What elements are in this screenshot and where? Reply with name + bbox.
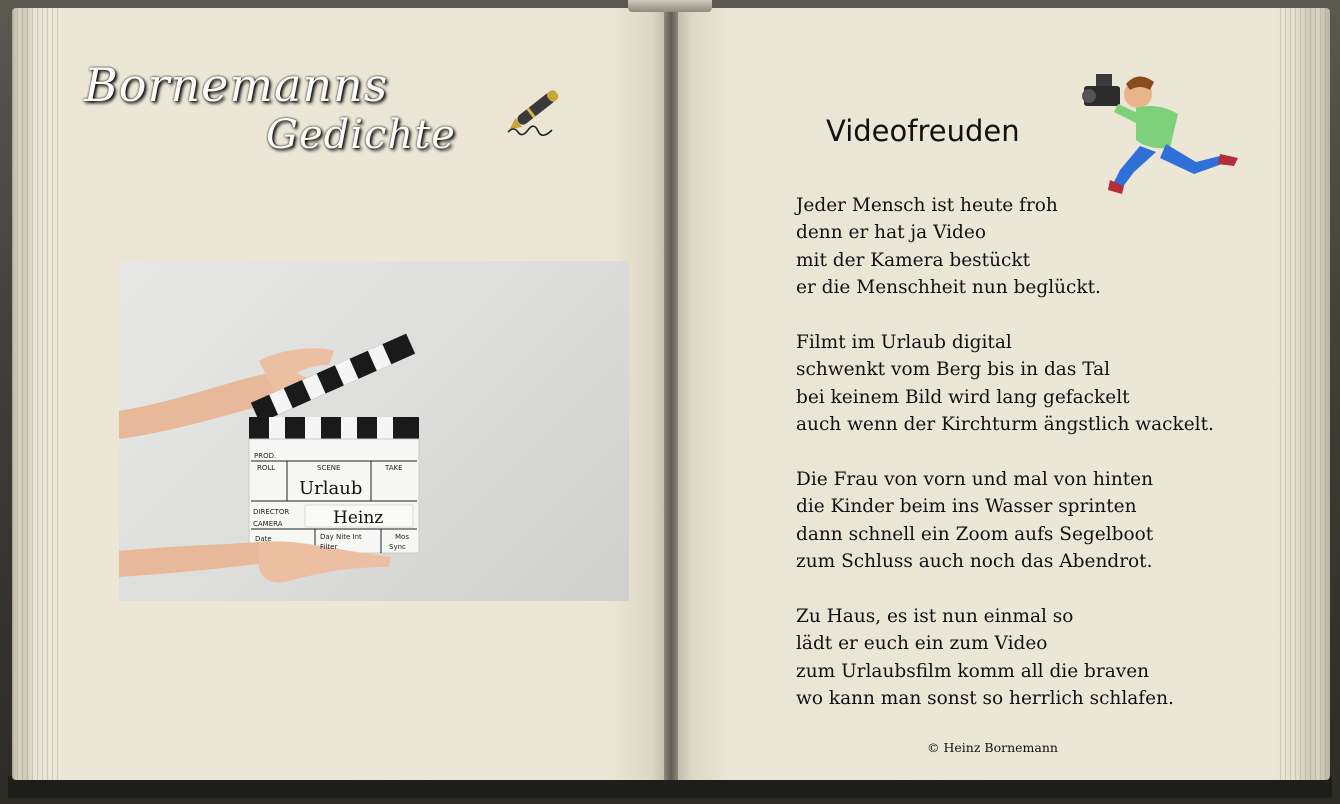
slate-label-mos: Mos xyxy=(395,533,409,541)
book-spine xyxy=(664,8,678,780)
book-clasp xyxy=(628,0,712,12)
poem-line: bei keinem Bild wird lang gefackelt xyxy=(796,386,1130,408)
slate-label-roll: ROLL xyxy=(257,464,276,472)
poem-line: mit der Kamera bestückt xyxy=(796,249,1031,271)
slate-label-prod: PROD. xyxy=(254,452,277,460)
stanza xyxy=(796,192,1266,302)
slate-label-filter: Filter xyxy=(320,543,338,551)
poem-line: Die Frau von vorn und mal von hinten xyxy=(796,469,1154,491)
stanza xyxy=(796,466,1266,576)
slate-scene-value: Urlaub xyxy=(299,478,363,499)
poem-line: wo kann man sonst so herrlich schlafen. xyxy=(796,688,1174,710)
clapperboard-illustration xyxy=(119,261,629,601)
poem-line: er die Menschheit nun beglückt. xyxy=(796,277,1101,299)
slate-label-sync: Sync xyxy=(389,543,406,551)
poem-line: denn er hat ja Video xyxy=(796,222,986,244)
slate-label-take: TAKE xyxy=(385,464,403,472)
slate-label-camera: CAMERA xyxy=(253,520,283,528)
poem-line: dann schnell ein Zoom aufs Segelboot xyxy=(796,523,1154,545)
left-page-edges xyxy=(12,8,58,780)
clapperboard-photo xyxy=(119,261,629,601)
fountain-pen-icon xyxy=(500,76,576,140)
slate-label-scene: SCENE xyxy=(317,464,341,472)
poem-line: auch wenn der Kirchturm ängstlich wackelt. xyxy=(796,414,1214,436)
stanza xyxy=(796,603,1266,713)
poem-title: Videofreuden xyxy=(826,114,1020,148)
poem-line: zum Urlaubsfilm komm all die braven xyxy=(796,660,1150,682)
slate-label-director: DIRECTOR xyxy=(253,508,290,516)
right-page-edges xyxy=(1280,8,1330,780)
slate-label-date: Date xyxy=(255,535,272,543)
cameraman-icon xyxy=(1080,68,1250,198)
poem-line: die Kinder beim ins Wasser sprinten xyxy=(796,496,1137,518)
poem-line: Filmt im Urlaub digital xyxy=(796,332,1012,354)
stanza xyxy=(796,329,1266,439)
poem-line: lädt er euch ein zum Video xyxy=(796,633,1048,655)
site-logo[interactable] xyxy=(80,58,480,168)
logo-line-2: Gedichte xyxy=(266,112,456,158)
logo-line-1: Bornemanns xyxy=(84,58,389,112)
copyright-notice: © Heinz Bornemann xyxy=(927,740,1058,755)
poem-line: schwenkt vom Berg bis in das Tal xyxy=(796,359,1111,381)
slate-director-value: Heinz xyxy=(333,508,384,528)
slate-label-day-nite-int: Day Nite Int xyxy=(320,533,362,541)
poem-line: zum Schluss auch noch das Abendrot. xyxy=(796,551,1153,573)
poem-line: Jeder Mensch ist heute froh xyxy=(796,195,1058,216)
poem-body xyxy=(796,192,1266,740)
poem-line: Zu Haus, es ist nun einmal so xyxy=(796,606,1074,628)
